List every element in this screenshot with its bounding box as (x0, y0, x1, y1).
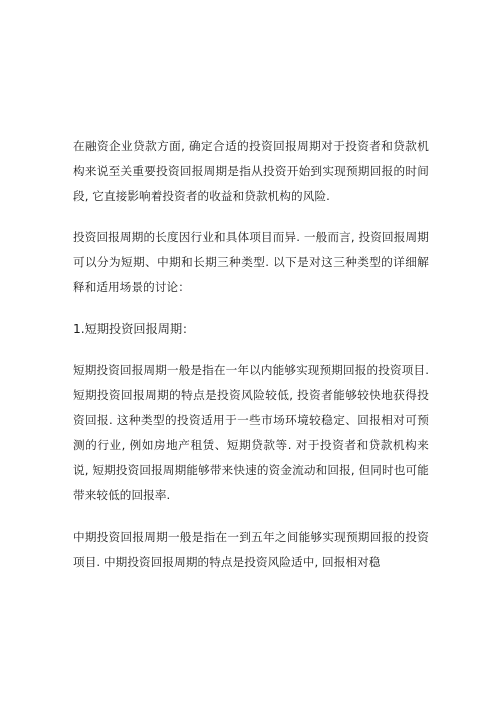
overview-paragraph: 投资回报周期的长度因行业和具体项目而异. 一般而言, 投资回报周期可以分为短期、中期和长期三种类型. 以下是对这三种类型的详细解释和适用场景的讨论： (73, 230, 429, 294)
paragraph-spacer (73, 209, 429, 225)
paragraph-spacer (73, 342, 429, 358)
short-term-paragraph: 短期投资回报周期一般是指在一年以内能够实现预期回报的投资项目. 短期投资回报周期的特点是投资风险较低, 投资者能够较快地获得投资回报. 这种类型的投资适用于一些市场环境较稳定、回报相对可预测的行业, 例如房地产租赁、短期贷款等. 对于投资者和贷款机构来说, 短期投资回报周期能够带来快速的资金流动和回报, 但同时也可能带来较低的回报率. (73, 363, 429, 502)
paragraph-spacer (73, 508, 429, 525)
section-heading-short-term: 1.短期投资回报周期： (73, 322, 195, 336)
intro-paragraph: 在融资企业贷款方面, 确定合适的投资回报周期对于投资者和贷款机构来说至关重要投资回报周期是指从投资开始到实现预期回报的时间段, 它直接影响着投资者的收益和贷款机构的风险. (73, 139, 429, 203)
document-body (73, 134, 429, 575)
mid-term-paragraph: 中期投资回报周期一般是指在一到五年之间能够实现预期回报的投资项目. 中期投资回报周期的特点是投资风险适中, 回报相对稳 (73, 530, 429, 569)
paragraph-spacer (73, 300, 429, 317)
